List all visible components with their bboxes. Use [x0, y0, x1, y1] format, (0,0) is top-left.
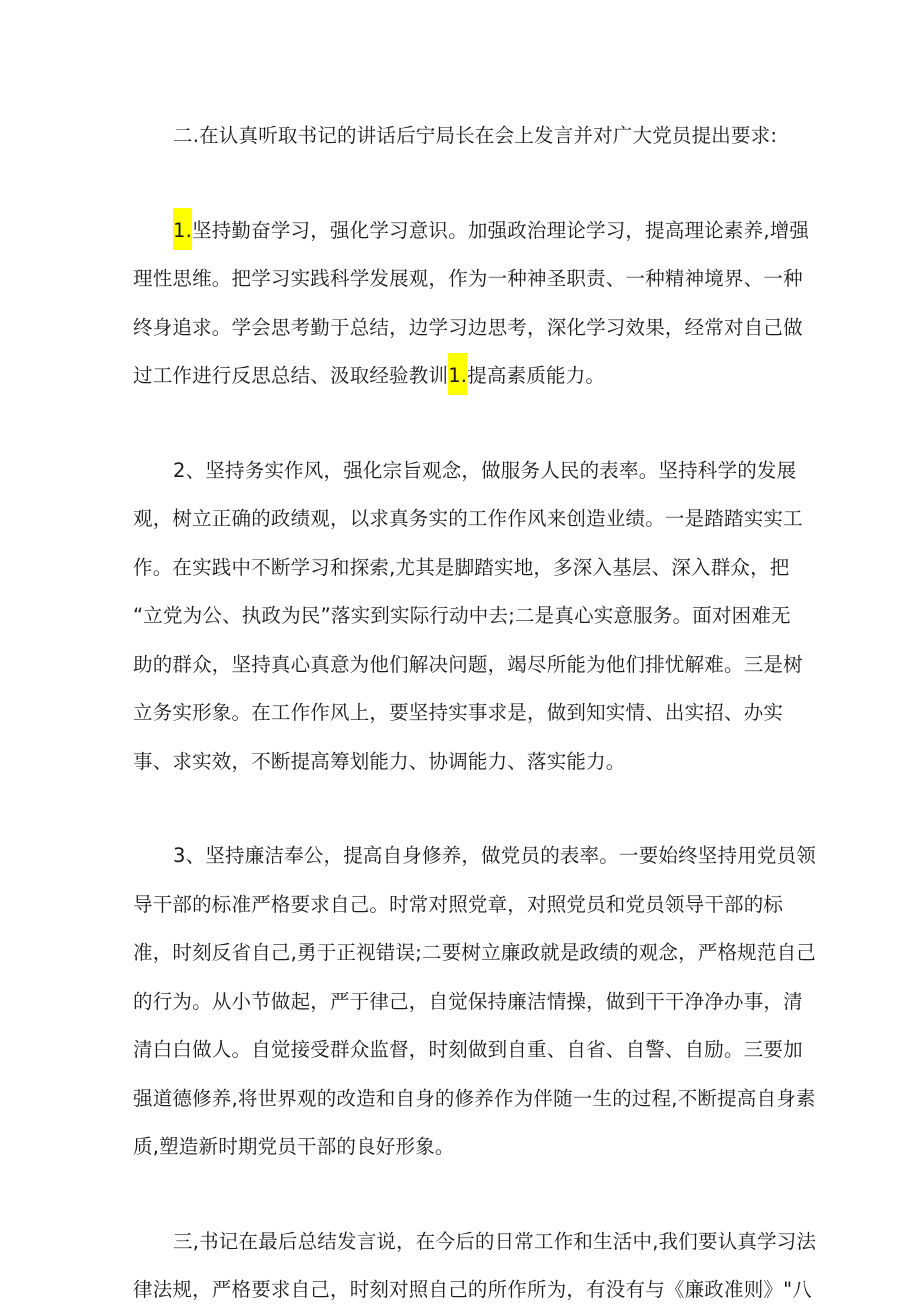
text-line: 强道德修养,将世界观的改造和自身的修养作为伴随一生的过程,不断提高自身素: [133, 1086, 816, 1110]
paragraph-section-2-intro: [0, 112, 920, 161]
text-line: 观，树立正确的政绩观，以求真务实的工作作风来创造业绩。一是踏踏实实工: [133, 507, 803, 530]
text-line: 终身追求。学会思考勤于总结，边学习边思考，深化学习效果，经常对自己做: [133, 315, 803, 339]
text-line: 二.在认真听取书记的讲话后宁局长在会上发言并对广大党员提出要求:: [173, 124, 778, 147]
text-line: 助的群众，坚持真心真意为他们解决问题，竭尽所能为他们排忧解难。三是树: [133, 652, 803, 676]
paragraph-item-1: [0, 207, 920, 401]
text-line: [0, 207, 920, 256]
paragraph-item-3: [0, 832, 920, 1172]
highlighted-number-marker: 1.: [173, 208, 192, 250]
paragraph-section-3: [0, 1218, 920, 1315]
text-line: 作。在实践中不断学习和探索,尤其是脚踏实地，多深入基层、深入群众，把: [133, 555, 790, 579]
text-line: 三,书记在最后总结发言说，在今后的日常工作和生活中,我们要认真学习法: [173, 1229, 817, 1253]
text-line: 导干部的标准严格要求自己。时常对照党章，对照党员和党员领导干部的标: [133, 892, 784, 916]
text-span: 过工作进行反思总结、汲取经验教训: [133, 364, 449, 387]
text-line: 准，时刻反省自己,勇于正视错误;二要树立廉政就是政绩的观念，严格规范自己: [133, 941, 816, 964]
text-line: [0, 352, 920, 401]
text-line: 质,塑造新时期党员干部的良好形象。: [133, 1135, 455, 1158]
text-span: 提高素质能力。: [467, 364, 606, 387]
text-line: 3、坚持廉洁奉公，提高自身修养，做党员的表率。一要始终坚持用党员领: [173, 844, 817, 867]
paragraph-item-2: [0, 447, 920, 787]
text-line: 律法规，严格要求自己，时刻对照自己的所作所为，有没有与《廉政准则》"八: [133, 1278, 812, 1301]
highlighted-number-marker: 1.: [448, 353, 467, 395]
text-line: 清白白做人。自觉接受群众监督，时刻做到自重、自省、自警、自励。三要加: [133, 1038, 803, 1061]
text-line: 的行为。从小节做起，严于律己，自觉保持廉洁情操，做到干干净净办事，清: [133, 989, 803, 1013]
text-span: 坚持勤奋学习，强化学习意识。加强政治理论学习，提高理论素养,增强: [192, 218, 810, 242]
text-line: 立务实形象。在工作作风上，要坚持实事求是，做到知实情、出实招、办实: [133, 701, 784, 724]
text-line: 2、坚持务实作风，强化宗旨观念，做服务人民的表率。坚持科学的发展: [173, 458, 797, 482]
text-line: 理性思维。把学习实践科学发展观，作为一种神圣职责、一种精神境界、一种: [133, 267, 803, 290]
text-line: 事、求实效，不断提高筹划能力、协调能力、落实能力。: [133, 749, 626, 773]
text-line: “立党为公、执政为民”落实到实际行动中去;二是真心实意服务。面对困难无: [133, 604, 791, 627]
